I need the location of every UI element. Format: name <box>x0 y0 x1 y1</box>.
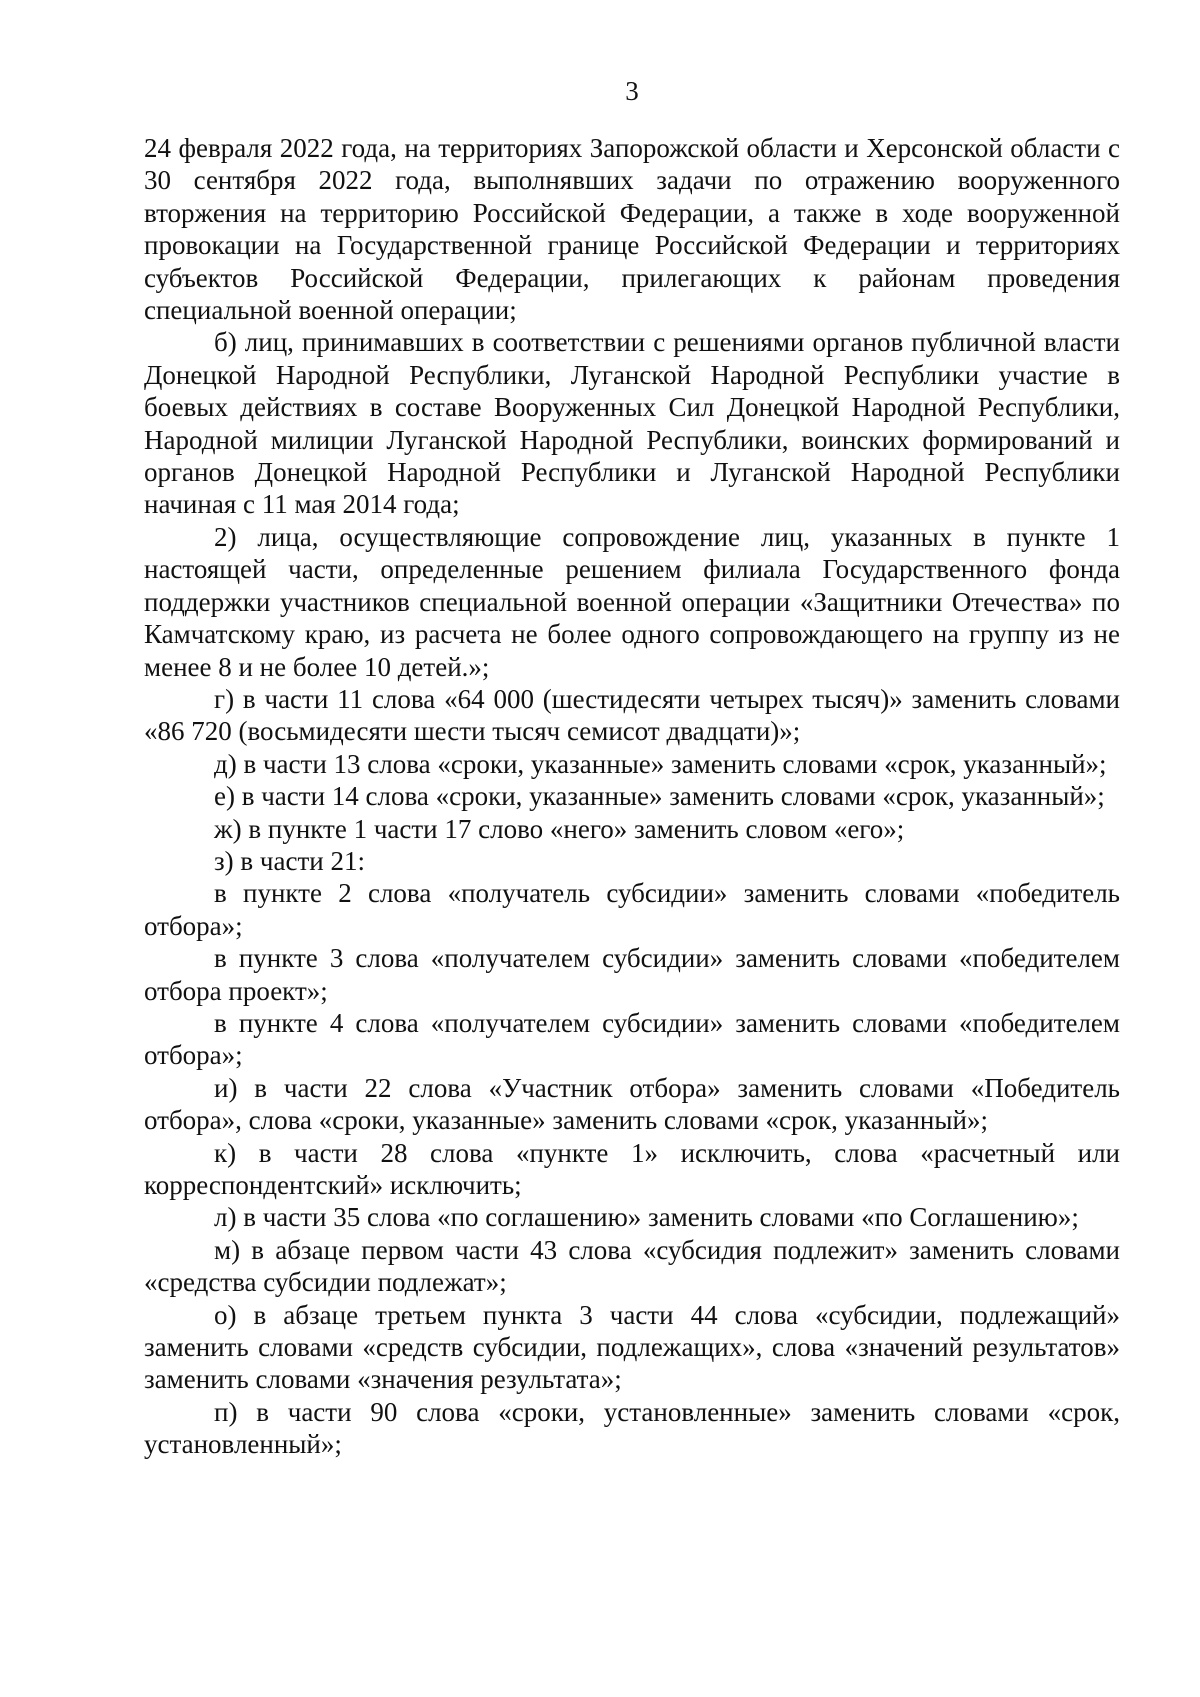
paragraph: п) в части 90 слова «сроки, установленные» заменить словами «срок, установленный»; <box>144 1396 1120 1460</box>
paragraph: ж) в пункте 1 части 17 слово «него» заменить словом «его»; <box>214 813 905 844</box>
document-body <box>144 132 1120 1461</box>
paragraph: м) в абзаце первом части 43 слова «субсидия подлежит» заменить словами «средства субсидии подлежат»; <box>144 1234 1120 1298</box>
paragraph: к) в части 28 слова «пункте 1» исключить, слова «расчетный или корреспондентский» исключить; <box>144 1137 1120 1200</box>
paragraph: г) в части 11 слова «64 000 (шестидесяти четырех тысяч)» заменить словами «86 720 (восьмидесяти шести тысяч семисот двадцати)»; <box>144 683 1120 747</box>
paragraph: д) в части 13 слова «сроки, указанные» заменить словами «срок, указанный»; <box>214 748 1107 779</box>
paragraph: и) в части 22 слова «Участник отбора» заменить словами «Победитель отбора», слова «сроки, указанные» заменить словами «срок, указанный»; <box>144 1072 1120 1136</box>
paragraph: в пункте 4 слова «получателем субсидии» заменить словами «победителем отбора»; <box>144 1007 1120 1071</box>
paragraph: о) в абзаце третьем пункта 3 части 44 слова «субсидии, подлежащий» заменить словами «средств субсидии, подлежащих», слова «значений результатов» заменить словами «значения результата»; <box>144 1299 1120 1395</box>
paragraph: е) в части 14 слова «сроки, указанные» заменить словами «срок, указанный»; <box>214 781 1105 812</box>
page-number: 3 <box>625 76 639 106</box>
paragraph: в пункте 3 слова «получателем субсидии» заменить словами «победителем отбора проект»; <box>144 943 1120 1006</box>
paragraph: л) в части 35 слова «по соглашению» заменить словами «по Соглашению»; <box>214 1202 1079 1233</box>
paragraph: в пункте 2 слова «получатель субсидии» заменить словами «победитель отбора»; <box>144 878 1120 941</box>
paragraph: з) в части 21: <box>214 845 365 876</box>
paragraph: 24 февраля 2022 года, на территориях Запорожской области и Херсонской области с 30 сентября 2022 года, выполнявших задачи по отражению вооруженного вторжения на территорию Российской Федерации, а также в ходе вооруженной провокации на Государственной границе Российской Федерации и территориях субъектов Российской Федерации, прилегающих к районам проведения специальной военной операции; <box>144 133 1120 326</box>
paragraph: 2) лица, осуществляющие сопровождение лиц, указанных в пункте 1 настоящей части, определенные решением филиала Государственного фонда поддержки участников специальной военной операции «Защитники Отечества» по Камчатскому краю, из расчета не более одного сопровождающего на группу из не менее 8 и не более 10 детей.»; <box>144 521 1120 682</box>
paragraph: б) лиц, принимавших в соответствии с решениями органов публичной власти Донецкой Народной Республики, Луганской Народной Республики участие в боевых действиях в составе Вооруженных Сил Донецкой Народной Республики, Народной милиции Луганской Народной Республики, воинских формирований и органов Донецкой Народной Республики и Луганской Народной Республики начиная с 11 мая 2014 года; <box>144 327 1120 520</box>
